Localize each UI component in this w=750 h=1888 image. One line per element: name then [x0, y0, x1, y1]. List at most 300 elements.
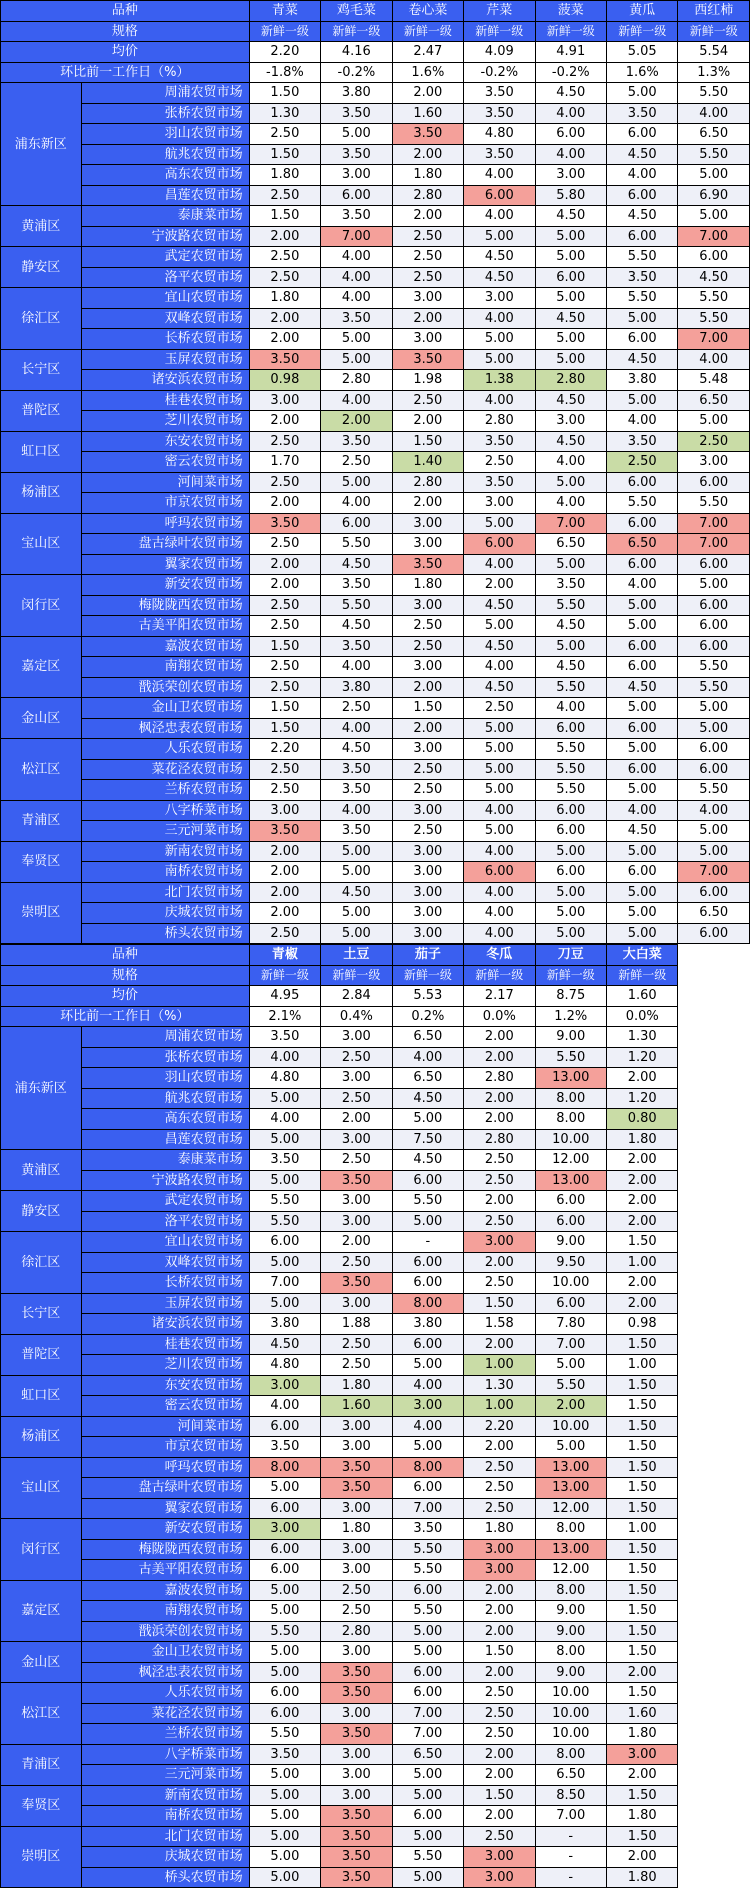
price-cell: 6.00 [607, 657, 678, 678]
district-name: 奉贤区 [1, 841, 82, 882]
price-cell: 5.00 [464, 349, 535, 370]
price-cell: 5.00 [607, 923, 678, 944]
price-cell: 2.00 [464, 1601, 535, 1622]
price-cell: 2.00 [464, 1744, 535, 1765]
variety-label: 品种 [1, 1, 250, 22]
price-cell: 5.00 [607, 841, 678, 862]
price-cell: 3.00 [321, 1785, 392, 1806]
price-cell: 6.00 [535, 124, 606, 145]
price-cell: 9.00 [535, 1601, 606, 1622]
price-cell: 2.50 [392, 759, 463, 780]
spec-label: 规格 [1, 21, 250, 42]
spec-value: 新鲜一级 [321, 965, 392, 986]
price-cell: 3.50 [249, 513, 320, 534]
price-cell: 2.50 [249, 247, 320, 268]
price-cell: 1.60 [607, 1703, 678, 1724]
product-name: 青椒 [249, 945, 320, 966]
market-row [1, 1314, 750, 1335]
price-cell: 6.50 [535, 534, 606, 555]
market-row [1, 1826, 750, 1847]
price-cell: - [535, 1867, 606, 1888]
spec-value: 新鲜一级 [535, 965, 606, 986]
price-cell: 6.00 [678, 882, 750, 903]
empty-cell [678, 1601, 750, 1622]
price-cell: 3.50 [321, 1806, 392, 1827]
price-cell: 3.50 [321, 308, 392, 329]
price-cell: 3.50 [464, 472, 535, 493]
price-cell: 2.00 [249, 882, 320, 903]
price-cell: 2.50 [321, 1088, 392, 1109]
empty-cell [678, 1498, 750, 1519]
price-cell: 6.00 [392, 1252, 463, 1273]
market-name: 戬浜荣创农贸市场 [81, 1621, 249, 1642]
market-row [1, 103, 750, 124]
price-cell: 5.00 [392, 1765, 463, 1786]
market-name: 新安农贸市场 [81, 575, 249, 596]
price-cell: 5.00 [678, 206, 750, 227]
price-cell: 5.00 [392, 1785, 463, 1806]
price-cell: 5.00 [249, 1293, 320, 1314]
price-cell: 5.00 [535, 903, 606, 924]
market-name: 宜山农贸市场 [81, 1232, 249, 1253]
price-cell: 5.00 [321, 862, 392, 883]
market-name: 长桥农贸市场 [81, 1273, 249, 1294]
spec-value: 新鲜一级 [464, 21, 535, 42]
price-cell: 5.50 [678, 677, 750, 698]
price-cell: 1.80 [392, 575, 463, 596]
price-cell: 4.00 [392, 1416, 463, 1437]
price-cell: 4.00 [535, 103, 606, 124]
market-row [1, 370, 750, 391]
price-cell: 7.00 [678, 534, 750, 555]
price-cell: 2.00 [249, 575, 320, 596]
market-name: 高东农贸市场 [81, 1109, 249, 1130]
price-cell: 3.50 [607, 267, 678, 288]
price-cell: 1.80 [464, 1519, 535, 1540]
price-cell: 3.00 [321, 1068, 392, 1089]
price-cell: 3.00 [392, 923, 463, 944]
price-cell: 2.00 [249, 841, 320, 862]
price-cell: 3.00 [321, 165, 392, 186]
change-value: 0.0% [464, 1006, 535, 1027]
price-cell: 5.00 [607, 390, 678, 411]
market-row [1, 144, 750, 165]
market-row [1, 1765, 750, 1786]
empty-cell [678, 1478, 750, 1499]
price-cell: 2.50 [392, 636, 463, 657]
market-row [1, 1847, 750, 1868]
spec-row [1, 965, 750, 986]
price-cell: 6.00 [535, 800, 606, 821]
average-value: 2.20 [249, 42, 320, 63]
price-cell: 5.48 [678, 370, 750, 391]
market-name: 北门农贸市场 [81, 1826, 249, 1847]
price-cell: 5.50 [535, 1375, 606, 1396]
price-cell: 4.00 [321, 493, 392, 514]
price-cell: 4.00 [249, 1109, 320, 1130]
price-cell: 2.00 [464, 1047, 535, 1068]
price-cell: 4.00 [321, 800, 392, 821]
price-cell: 4.00 [607, 411, 678, 432]
price-cell: 4.00 [321, 390, 392, 411]
market-row [1, 288, 750, 309]
price-cell: 4.50 [535, 657, 606, 678]
market-row [1, 1047, 750, 1068]
price-cell: 6.90 [678, 185, 750, 206]
price-cell: 7.00 [678, 329, 750, 350]
market-name: 泰康菜市场 [81, 206, 249, 227]
price-cell: 5.00 [535, 636, 606, 657]
price-cell: 5.00 [392, 1437, 463, 1458]
price-cell: 2.00 [464, 1580, 535, 1601]
market-name: 新南农贸市场 [81, 1785, 249, 1806]
price-cell: 10.00 [535, 1724, 606, 1745]
price-cell: 5.00 [535, 554, 606, 575]
price-cell: 7.00 [678, 862, 750, 883]
product-name: 刀豆 [535, 945, 606, 966]
price-cell: 4.50 [321, 616, 392, 637]
empty-cell [678, 965, 750, 986]
price-cell: 2.00 [392, 411, 463, 432]
market-row [1, 493, 750, 514]
market-name: 三元河菜市场 [81, 821, 249, 842]
empty-cell [678, 1396, 750, 1417]
price-cell: 2.00 [392, 144, 463, 165]
price-cell: 3.00 [392, 595, 463, 616]
district-name: 徐汇区 [1, 1232, 82, 1294]
product-name: 黄瓜 [607, 1, 678, 22]
price-cell: 2.00 [249, 308, 320, 329]
price-cell: 7.00 [392, 1703, 463, 1724]
spec-value: 新鲜一级 [392, 965, 463, 986]
market-row [1, 185, 750, 206]
price-cell: 8.00 [392, 1457, 463, 1478]
price-cell: 7.00 [249, 1273, 320, 1294]
price-cell: 5.50 [249, 1724, 320, 1745]
price-cell: 6.00 [535, 718, 606, 739]
price-cell: 6.00 [607, 226, 678, 247]
price-cell: 2.00 [535, 1396, 606, 1417]
price-cell: 5.00 [464, 513, 535, 534]
variety-label: 品种 [1, 945, 250, 966]
empty-cell [678, 1109, 750, 1130]
market-name: 兰桥农贸市场 [81, 1724, 249, 1745]
price-cell: 1.50 [607, 1457, 678, 1478]
spec-value: 新鲜一级 [321, 21, 392, 42]
price-cell: 3.00 [607, 1744, 678, 1765]
price-cell: 2.00 [607, 1211, 678, 1232]
change-value: -0.2% [321, 62, 392, 83]
price-cell: 5.50 [392, 1601, 463, 1622]
district-name: 奉贤区 [1, 1785, 82, 1826]
price-cell: 3.00 [392, 800, 463, 821]
market-name: 古美平阳农贸市场 [81, 616, 249, 637]
market-name: 呼玛农贸市场 [81, 1457, 249, 1478]
market-name: 玉屏农贸市场 [81, 349, 249, 370]
price-cell: 4.00 [464, 554, 535, 575]
price-cell: 2.50 [464, 1683, 535, 1704]
price-cell: 1.30 [249, 103, 320, 124]
price-cell: 5.50 [249, 1621, 320, 1642]
price-cell: 1.60 [392, 103, 463, 124]
price-cell: 3.00 [392, 903, 463, 924]
market-row [1, 431, 750, 452]
price-cell: 6.00 [607, 718, 678, 739]
price-cell: 1.80 [321, 1375, 392, 1396]
price-cell: 3.50 [249, 1437, 320, 1458]
price-cell: 5.00 [392, 1621, 463, 1642]
market-name: 宁波路农贸市场 [81, 1170, 249, 1191]
price-cell: 5.00 [249, 1785, 320, 1806]
price-cell: 3.50 [607, 431, 678, 452]
market-name: 新安农贸市场 [81, 1519, 249, 1540]
price-cell: 4.50 [535, 390, 606, 411]
price-cell: 7.00 [535, 1806, 606, 1827]
district-name: 金山区 [1, 1642, 82, 1683]
price-cell: 5.50 [535, 780, 606, 801]
market-row [1, 1211, 750, 1232]
price-cell: 2.80 [464, 1068, 535, 1089]
market-row [1, 308, 750, 329]
district-name: 虹口区 [1, 1375, 82, 1416]
price-cell: 5.00 [678, 821, 750, 842]
price-cell: 2.50 [464, 1457, 535, 1478]
price-cell: 5.00 [535, 923, 606, 944]
price-cell: 1.80 [392, 165, 463, 186]
price-cell: 3.00 [321, 1416, 392, 1437]
price-cell: 5.00 [464, 718, 535, 739]
price-cell: 13.00 [535, 1170, 606, 1191]
average-value: 8.75 [535, 986, 606, 1007]
price-cell: 2.50 [321, 1334, 392, 1355]
district-name: 青浦区 [1, 1744, 82, 1785]
price-cell: 8.00 [535, 1088, 606, 1109]
empty-cell [678, 1437, 750, 1458]
price-cell: 5.00 [535, 226, 606, 247]
price-cell: 4.00 [607, 165, 678, 186]
price-cell: 2.00 [464, 575, 535, 596]
market-row [1, 1519, 750, 1540]
price-cell: 2.00 [249, 226, 320, 247]
price-cell: 3.50 [464, 83, 535, 104]
price-cell: 2.00 [464, 1109, 535, 1130]
header-row [1, 945, 750, 966]
market-row [1, 1191, 750, 1212]
price-cell: 6.00 [321, 185, 392, 206]
district-name: 静安区 [1, 1191, 82, 1232]
price-cell: 5.00 [607, 739, 678, 760]
empty-cell [678, 1662, 750, 1683]
market-name: 桥头农贸市场 [81, 1867, 249, 1888]
price-cell: 7.50 [392, 1129, 463, 1150]
price-cell: 1.80 [249, 288, 320, 309]
market-row [1, 1498, 750, 1519]
price-cell: 3.80 [249, 1314, 320, 1335]
market-row [1, 1580, 750, 1601]
price-cell: 2.50 [249, 923, 320, 944]
price-cell: 5.50 [392, 1847, 463, 1868]
price-cell: 3.00 [392, 534, 463, 555]
price-cell: 6.00 [464, 534, 535, 555]
price-cell: 7.00 [678, 226, 750, 247]
price-cell: 1.50 [464, 1642, 535, 1663]
price-cell: 2.50 [321, 698, 392, 719]
price-cell: 5.00 [464, 759, 535, 780]
market-row [1, 1703, 750, 1724]
district-name: 虹口区 [1, 431, 82, 472]
price-cell: 4.50 [464, 267, 535, 288]
market-name: 桂巷农贸市场 [81, 390, 249, 411]
empty-cell [678, 1621, 750, 1642]
price-cell: 2.00 [464, 1437, 535, 1458]
empty-cell [678, 1785, 750, 1806]
market-row [1, 1232, 750, 1253]
price-cell: 1.60 [321, 1396, 392, 1417]
price-cell: 3.00 [321, 1129, 392, 1150]
price-cell: 10.00 [535, 1416, 606, 1437]
price-cell: 5.00 [392, 1826, 463, 1847]
price-cell: 2.00 [392, 83, 463, 104]
price-cell: 1.50 [607, 1601, 678, 1622]
price-cell: 2.00 [464, 1662, 535, 1683]
market-name: 南翔农贸市场 [81, 657, 249, 678]
market-name: 周浦农贸市场 [81, 1027, 249, 1048]
price-cell: - [392, 1232, 463, 1253]
price-cell: 6.00 [678, 739, 750, 760]
district-name: 长宁区 [1, 1293, 82, 1334]
price-cell: 5.00 [392, 1109, 463, 1130]
price-cell: 2.50 [392, 226, 463, 247]
market-row [1, 841, 750, 862]
price-cell: 1.80 [607, 1806, 678, 1827]
empty-cell [678, 1293, 750, 1314]
market-row [1, 1621, 750, 1642]
price-cell: 3.50 [249, 1150, 320, 1171]
market-name: 河间菜市场 [81, 1416, 249, 1437]
price-cell: 5.00 [464, 821, 535, 842]
price-cell: 2.00 [607, 1068, 678, 1089]
price-cell: 3.50 [392, 349, 463, 370]
price-cell: 1.50 [464, 1785, 535, 1806]
product-name: 西红柿 [678, 1, 750, 22]
price-cell: 4.00 [607, 800, 678, 821]
average-value: 2.47 [392, 42, 463, 63]
price-cell: 5.00 [249, 1642, 320, 1663]
price-cell: 5.50 [535, 759, 606, 780]
price-cell: 1.50 [607, 1642, 678, 1663]
district-name: 嘉定区 [1, 1580, 82, 1642]
price-cell: 3.50 [321, 1847, 392, 1868]
price-cell: 1.50 [249, 636, 320, 657]
price-cell: 3.00 [321, 1765, 392, 1786]
price-cell: 2.20 [249, 739, 320, 760]
price-cell: 6.00 [535, 267, 606, 288]
product-name: 鸡毛菜 [321, 1, 392, 22]
market-row [1, 575, 750, 596]
price-cell: 5.50 [392, 1191, 463, 1212]
price-cell: 5.00 [607, 882, 678, 903]
market-row [1, 821, 750, 842]
price-cell: 2.50 [464, 1724, 535, 1745]
price-cell: 5.50 [249, 1211, 320, 1232]
price-cell: 3.50 [249, 821, 320, 842]
price-cell: 8.00 [249, 1457, 320, 1478]
market-name: 市京农贸市场 [81, 1437, 249, 1458]
spec-value: 新鲜一级 [535, 21, 606, 42]
price-cell: 3.00 [392, 841, 463, 862]
price-cell: 5.50 [678, 144, 750, 165]
price-cell: 3.00 [249, 390, 320, 411]
price-cell: 8.00 [535, 1109, 606, 1130]
change-value: -0.2% [535, 62, 606, 83]
market-row [1, 1273, 750, 1294]
average-row [1, 986, 750, 1007]
price-cell: 5.00 [678, 718, 750, 739]
price-cell: 2.50 [249, 595, 320, 616]
price-cell: 3.00 [321, 1703, 392, 1724]
price-cell: 1.38 [464, 370, 535, 391]
market-row [1, 677, 750, 698]
price-cell: 2.50 [464, 1170, 535, 1191]
price-cell: 2.50 [464, 1478, 535, 1499]
market-row [1, 1642, 750, 1663]
empty-cell [678, 1703, 750, 1724]
price-cell: - [535, 1826, 606, 1847]
price-cell: 4.00 [392, 1047, 463, 1068]
average-value: 4.91 [535, 42, 606, 63]
district-name: 徐汇区 [1, 288, 82, 350]
market-row [1, 698, 750, 719]
spec-value: 新鲜一级 [678, 21, 750, 42]
price-cell: 3.50 [321, 1724, 392, 1745]
price-cell: 2.00 [464, 1191, 535, 1212]
price-cell: 5.50 [678, 493, 750, 514]
empty-cell [678, 1826, 750, 1847]
price-cell: 3.00 [464, 288, 535, 309]
price-cell: 5.00 [321, 349, 392, 370]
price-cell: 3.50 [464, 431, 535, 452]
empty-cell [678, 1273, 750, 1294]
price-cell: 3.00 [464, 1232, 535, 1253]
price-cell: 1.50 [607, 1478, 678, 1499]
price-cell: 6.00 [678, 759, 750, 780]
price-cell: 2.50 [464, 1211, 535, 1232]
price-cell: 3.00 [392, 288, 463, 309]
district-name: 松江区 [1, 1683, 82, 1745]
average-value: 1.60 [607, 986, 678, 1007]
market-row [1, 1867, 750, 1888]
price-cell: 2.00 [249, 411, 320, 432]
price-cell: 4.00 [464, 206, 535, 227]
price-cell: 1.80 [607, 1129, 678, 1150]
price-cell: 6.00 [464, 185, 535, 206]
empty-cell [678, 1232, 750, 1253]
empty-cell [678, 1252, 750, 1273]
price-cell: 12.00 [535, 1498, 606, 1519]
price-cell: 4.00 [464, 165, 535, 186]
price-cell: 6.00 [321, 513, 392, 534]
price-cell: 6.50 [678, 390, 750, 411]
price-cell: 5.00 [607, 308, 678, 329]
price-cell: 1.98 [392, 370, 463, 391]
price-cell: 6.00 [678, 636, 750, 657]
price-cell: 4.00 [678, 103, 750, 124]
market-row [1, 1683, 750, 1704]
price-cell: 4.80 [249, 1355, 320, 1376]
empty-cell [678, 1068, 750, 1089]
price-cell: 1.50 [607, 1232, 678, 1253]
price-cell: 4.80 [464, 124, 535, 145]
